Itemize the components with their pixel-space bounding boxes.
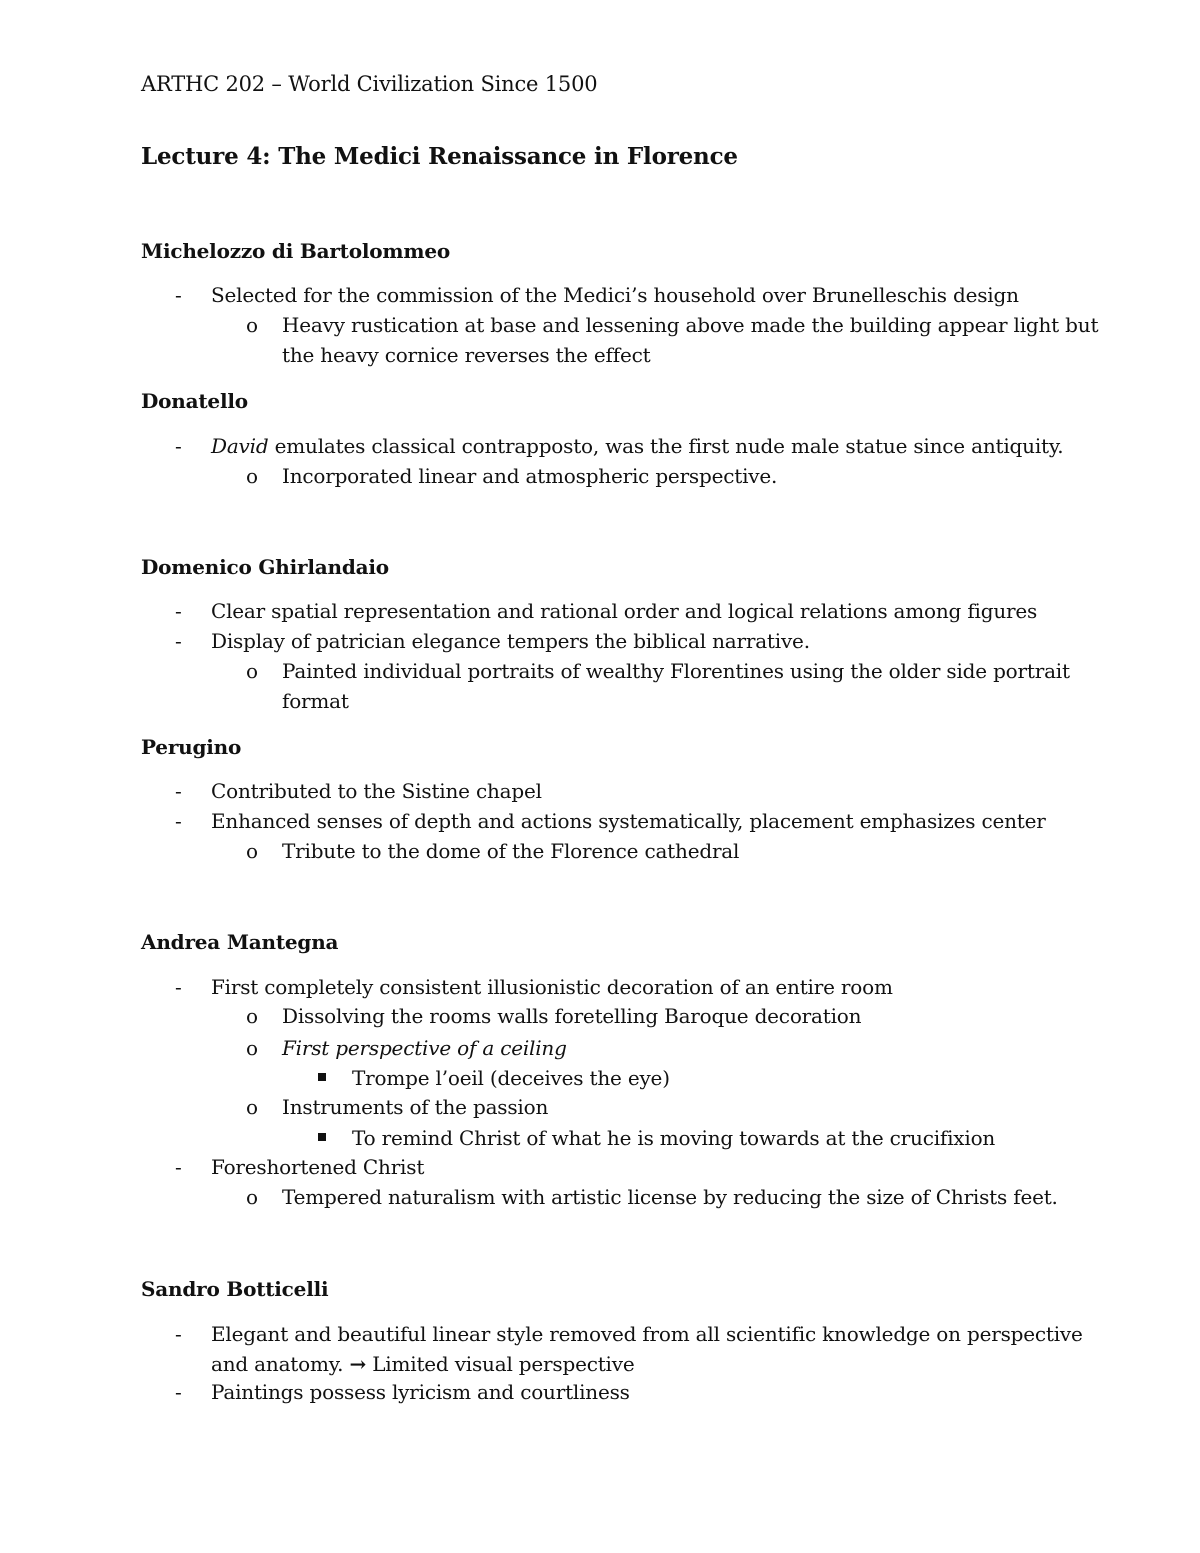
list-item: Instruments of the passion xyxy=(282,1095,549,1119)
bullet-circle: o xyxy=(246,1036,258,1060)
list-item: Display of patrician elegance tempers the biblical narrative. xyxy=(211,629,810,653)
list-item: To remind Christ of what he is moving towards at the crucifixion xyxy=(352,1126,996,1150)
section-heading-perugino: Perugino xyxy=(141,735,242,759)
list-item: Painted individual portraits of wealthy Florentines using the older side portrait xyxy=(282,659,1070,683)
italic-title: David xyxy=(211,434,269,458)
section-heading-donatello: Donatello xyxy=(141,389,248,413)
list-item-continuation: the heavy cornice reverses the effect xyxy=(282,343,651,367)
list-item: Incorporated linear and atmospheric perspective. xyxy=(282,464,778,488)
arrow-icon: → xyxy=(349,1352,367,1376)
list-item: Foreshortened Christ xyxy=(211,1155,425,1179)
list-item: Clear spatial representation and rational order and logical relations among figures xyxy=(211,599,1038,623)
list-item xyxy=(211,434,1063,458)
bullet-circle: o xyxy=(246,839,258,863)
list-item-text: and anatomy. xyxy=(211,1352,350,1376)
list-item-text: Limited visual perspective xyxy=(366,1352,635,1376)
bullet-dash: - xyxy=(175,283,182,307)
list-item-continuation: format xyxy=(282,689,349,713)
course-header: ARTHC 202 – World Civilization Since 1500 xyxy=(141,72,598,96)
bullet-circle: o xyxy=(246,1185,258,1209)
list-item: Enhanced senses of depth and actions systematically, placement emphasizes center xyxy=(211,809,1046,833)
italic-text: First perspective of a ceiling xyxy=(282,1036,567,1060)
list-item xyxy=(282,1036,567,1060)
bullet-dash: - xyxy=(175,434,182,458)
list-item-text: emulates classical contrapposto, was the first nude male statue since antiquity. xyxy=(268,434,1064,458)
list-item: Selected for the commission of the Medici’s household over Brunelleschis design xyxy=(211,283,1019,307)
bullet-dash: - xyxy=(175,779,182,803)
bullet-circle: o xyxy=(246,659,258,683)
bullet-dash: - xyxy=(175,629,182,653)
list-item: Dissolving the rooms walls foretelling Baroque decoration xyxy=(282,1004,862,1028)
bullet-circle: o xyxy=(246,1095,258,1119)
list-item: Paintings possess lyricism and courtliness xyxy=(211,1380,630,1404)
bullet-dash: - xyxy=(175,809,182,833)
bullet-circle: o xyxy=(246,1004,258,1028)
list-item: Contributed to the Sistine chapel xyxy=(211,779,542,803)
bullet-square-icon xyxy=(318,1073,326,1081)
list-item: Tempered naturalism with artistic license by reducing the size of Christs feet. xyxy=(282,1185,1058,1209)
list-item: Trompe l’oeil (deceives the eye) xyxy=(352,1066,670,1090)
bullet-square-icon xyxy=(318,1133,326,1141)
list-item: Heavy rustication at base and lessening above made the building appear light but xyxy=(282,313,1099,337)
bullet-dash: - xyxy=(175,975,182,999)
section-heading-ghirlandaio: Domenico Ghirlandaio xyxy=(141,555,389,579)
page-title: Lecture 4: The Medici Renaissance in Florence xyxy=(141,143,738,170)
list-item-continuation xyxy=(211,1352,634,1376)
section-heading-botticelli: Sandro Botticelli xyxy=(141,1277,329,1301)
bullet-circle: o xyxy=(246,464,258,488)
section-heading-michelozzo: Michelozzo di Bartolommeo xyxy=(141,239,450,263)
bullet-dash: - xyxy=(175,1155,182,1179)
list-item: Elegant and beautiful linear style removed from all scientific knowledge on perspective xyxy=(211,1322,1083,1346)
bullet-dash: - xyxy=(175,1380,182,1404)
list-item: First completely consistent illusionistic decoration of an entire room xyxy=(211,975,893,999)
bullet-circle: o xyxy=(246,313,258,337)
section-heading-mantegna: Andrea Mantegna xyxy=(141,930,339,954)
list-item: Tribute to the dome of the Florence cathedral xyxy=(282,839,740,863)
bullet-dash: - xyxy=(175,1322,182,1346)
bullet-dash: - xyxy=(175,599,182,623)
